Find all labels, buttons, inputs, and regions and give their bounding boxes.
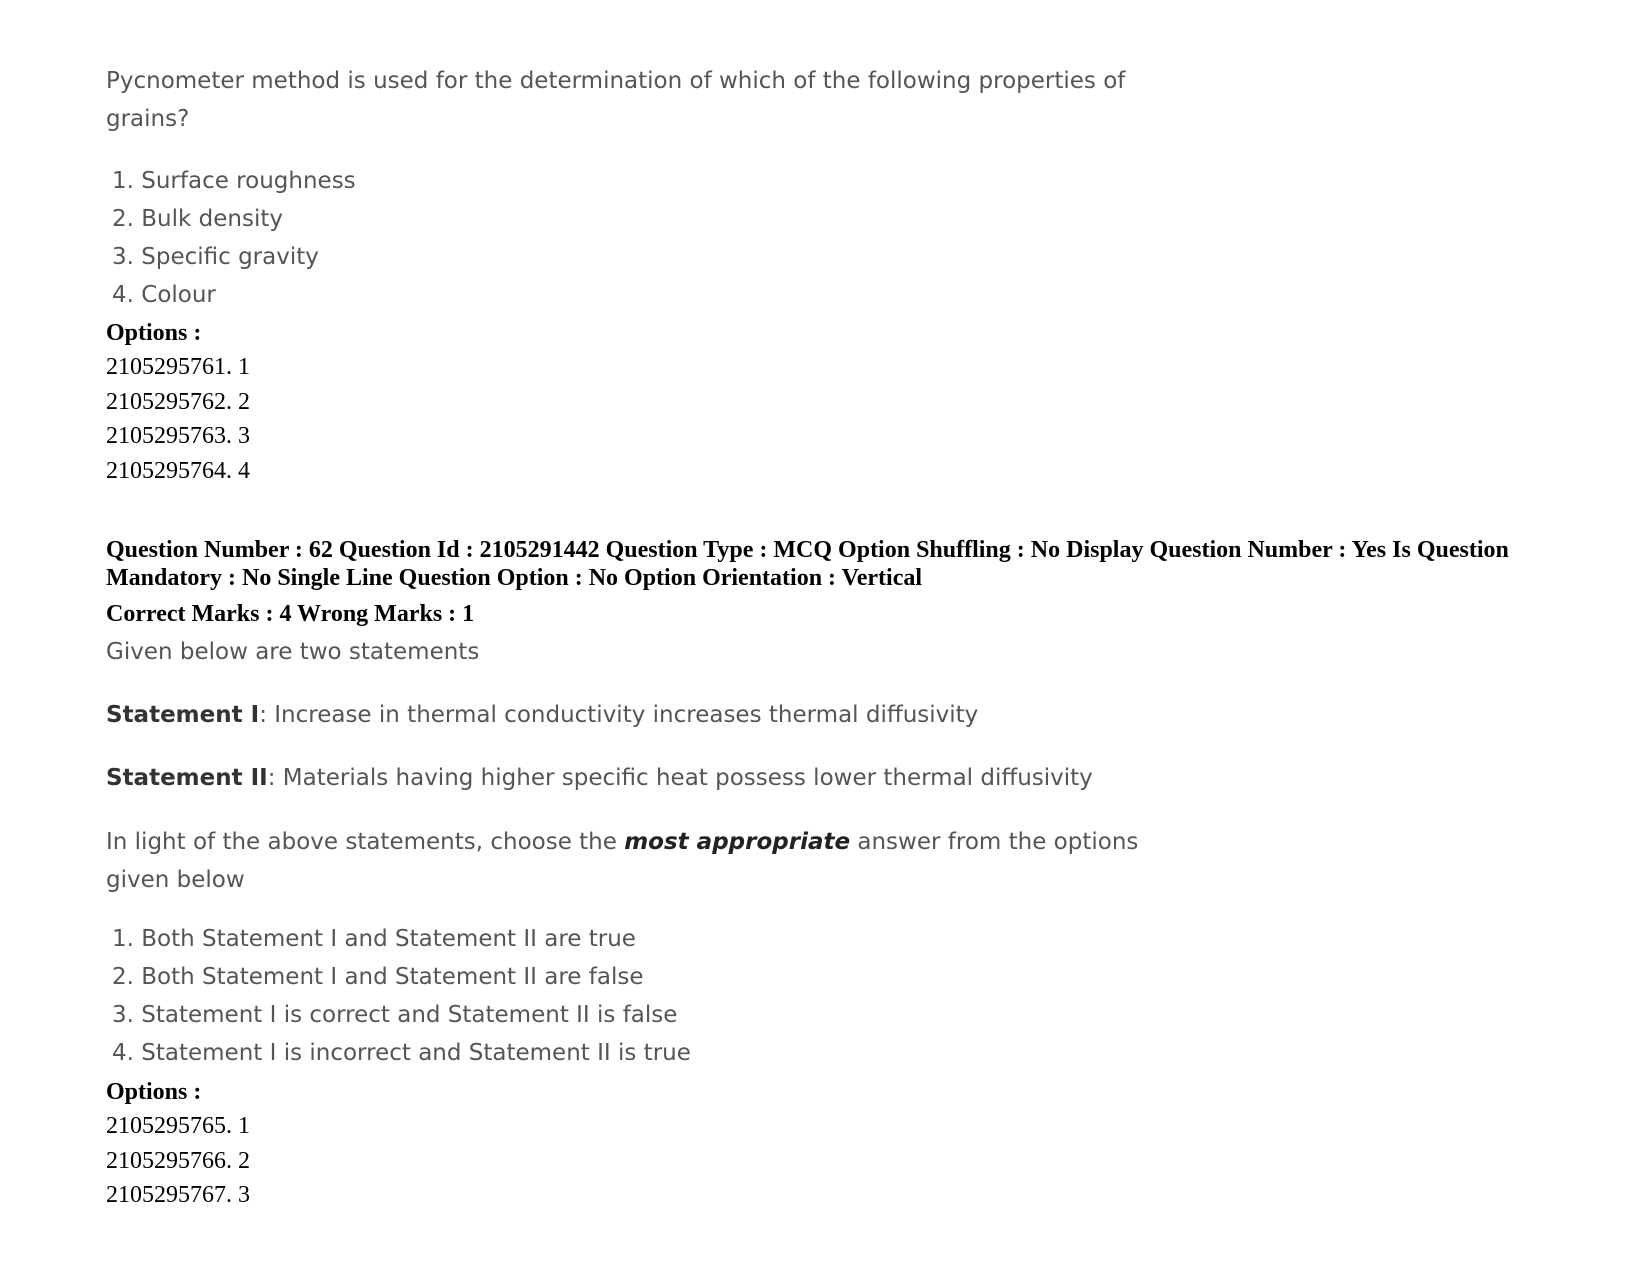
q1-question-text: Pycnometer method is used for the determination of which of the following properties of grains? <box>106 68 1126 132</box>
q2-statement-2 <box>106 761 1093 795</box>
q2-statement-list <box>112 920 691 1072</box>
q2-options-label: Options : <box>106 1079 202 1105</box>
q2-list-item: 3. Statement I is correct and Statement II is false <box>112 1002 678 1028</box>
q2-option: 2105295767. 3 <box>106 1182 250 1208</box>
q1-option: 2105295763. 3 <box>106 423 250 449</box>
q2-statement-2-label: Statement II <box>106 765 268 791</box>
q1-statement-list <box>112 162 356 314</box>
q1-option: 2105295764. 4 <box>106 457 250 484</box>
q2-statement-1-text: : Increase in thermal conductivity increases thermal diffusivity <box>259 702 979 728</box>
q2-statement-2-text: : Materials having higher specific heat possess lower thermal diffusivity <box>267 765 1093 791</box>
q1-option: 2105295762. 2 <box>106 388 250 415</box>
q2-options-list <box>106 1109 250 1213</box>
q2-statement-1-label: Statement I <box>106 702 260 728</box>
q2-option: 2105295766. 2 <box>106 1147 250 1174</box>
q2-meta-line: Question Number : 62 Question Id : 2105291442 Question Type : MCQ Option Shuffling : No Display Question Number : Yes Is Question Mandatory : No Single Line Question Option : No Option Orientation : Vertical <box>106 537 1509 591</box>
q1-option: 2105295761. 1 <box>106 354 250 380</box>
q2-statement-1 <box>106 698 978 732</box>
q1-options-label: Options : <box>106 320 202 346</box>
q2-list-item: 1. Both Statement I and Statement II are true <box>112 926 636 952</box>
q2-instruction-emphasis: most appropriate <box>624 829 851 855</box>
q2-marks-line: Correct Marks : 4 Wrong Marks : 1 <box>106 601 475 627</box>
q2-list-item: 4. Statement I is incorrect and Statement II is true <box>112 1040 691 1066</box>
q1-list-item: 2. Bulk density <box>112 206 283 232</box>
q1-list-item: 4. Colour <box>112 282 216 308</box>
q2-list-item: 2. Both Statement I and Statement II are false <box>112 964 644 990</box>
q1-list-item: 3. Specific gravity <box>112 244 319 270</box>
q2-option: 2105295765. 1 <box>106 1113 250 1139</box>
q2-instruction <box>106 823 1206 899</box>
q1-list-item: 1. Surface roughness <box>112 168 356 194</box>
q2-given-text: Given below are two statements <box>106 639 480 665</box>
q2-instruction-after: answer from the options given below <box>106 829 1139 893</box>
q1-options-list <box>106 350 250 488</box>
q2-instruction-before: In light of the above statements, choose the <box>106 829 625 855</box>
